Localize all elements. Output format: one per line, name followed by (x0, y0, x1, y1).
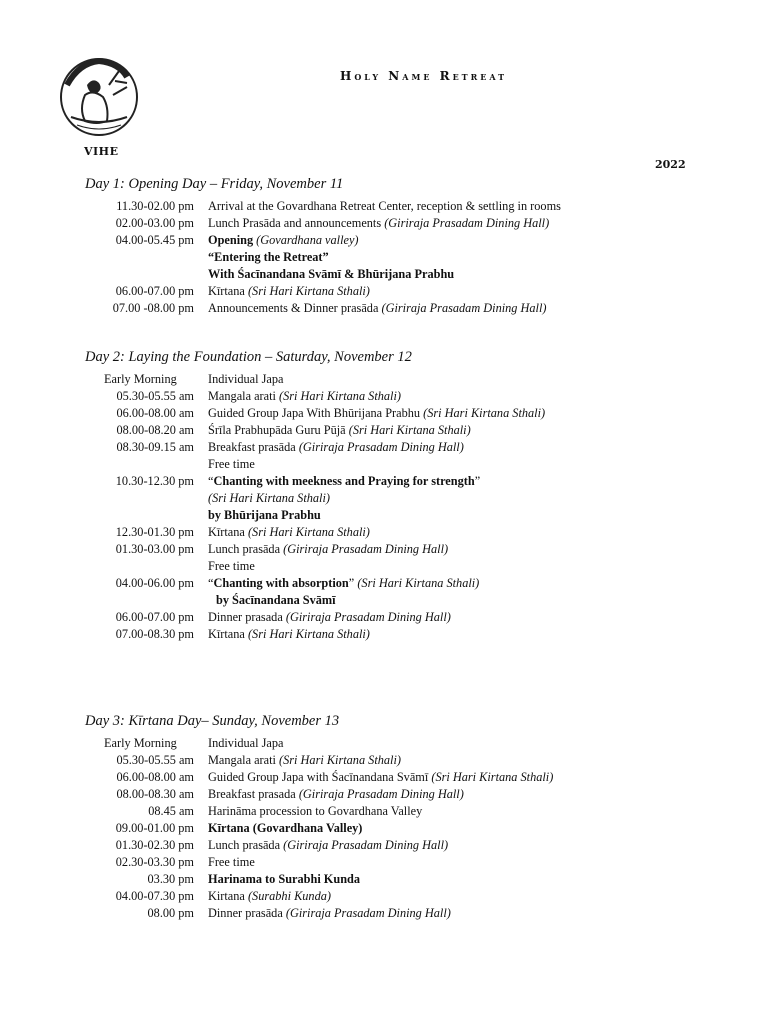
activity: Kīrtana (208, 627, 248, 641)
location: (Sri Hari Kirtana Sthali) (279, 389, 401, 403)
schedule-row (85, 752, 725, 769)
time: Early Morning (104, 736, 177, 750)
location: (Sri Hari Kirtana Sthali) (348, 423, 471, 437)
activity: Harināma procession to Govardhana Valley (208, 804, 423, 818)
schedule-row (85, 558, 725, 575)
location: (Sri Hari Kirtana Sthali) (208, 491, 330, 505)
activity: Guided Group Japa With Bhūrijana Prabhu (208, 406, 424, 420)
schedule-row (85, 490, 725, 507)
activity: Arrival at the Govardhana Retreat Center, reception & settling in rooms (208, 199, 561, 213)
time: 08.00-08.20 am (116, 423, 194, 437)
schedule-row (85, 905, 725, 922)
schedule-row (85, 575, 725, 592)
day-3-section (85, 713, 725, 922)
time: 06.00-07.00 pm (115, 284, 194, 298)
location: (Sri Hari Kirtana Sthali) (423, 406, 546, 420)
location: (Giriraja Prasadam Dining Hall) (285, 906, 451, 920)
time: 06.00-08.00 am (116, 770, 194, 784)
document-year: 2022 (655, 158, 686, 171)
day-heading: Day 3: Kīrtana Day– Sunday, November 13 (85, 713, 340, 729)
schedule-row (85, 871, 725, 888)
activity: Free time (208, 457, 255, 471)
schedule-row (85, 837, 725, 854)
time: 02.30-03.30 pm (115, 855, 194, 869)
schedule-row (85, 854, 725, 871)
time: 05.30-05.55 am (116, 753, 194, 767)
schedule-row (85, 232, 725, 249)
location: (Giriraja Prasadam Dining Hall) (298, 440, 464, 454)
time: 09.00-01.00 pm (115, 821, 194, 835)
activity: Free time (208, 559, 255, 573)
schedule-row (85, 803, 725, 820)
time: 11.30-02.00 pm (116, 199, 194, 213)
schedule-row (85, 769, 725, 786)
time: 10.30-12.30 pm (115, 474, 194, 488)
time: 02.00-03.00 pm (115, 216, 194, 230)
location: (Giriraja Prasadam Dining Hall) (283, 838, 449, 852)
logo-illustration-icon (57, 55, 141, 145)
time: 05.30-05.55 am (116, 389, 194, 403)
activity: Breakfast prasāda (208, 440, 299, 454)
schedule-row (85, 371, 725, 388)
activity: Dinner prasada (208, 610, 286, 624)
location: (Sri Hari Kirtana Sthali) (247, 525, 370, 539)
schedule-row (85, 422, 725, 439)
activity: Śrīla Prabhupāda Guru Pūjā (208, 423, 349, 437)
time: 08.00 pm (147, 906, 194, 920)
quote-open: “ (208, 474, 214, 488)
schedule-row (85, 609, 725, 626)
schedule-row (85, 439, 725, 456)
time: 08.00-08.30 am (116, 787, 194, 801)
activity: Chanting with absorption (213, 576, 349, 590)
activity: Kirtana (208, 889, 248, 903)
time: 01.30-02.30 pm (115, 838, 194, 852)
day-2-section (85, 349, 725, 643)
location: (Giriraja Prasadam Dining Hall) (285, 610, 451, 624)
activity: Announcements & Dinner prasāda (208, 301, 382, 315)
schedule-row (85, 388, 725, 405)
location: (Giriraja Prasadam Dining Hall) (283, 542, 449, 556)
document-title: Holy Name Retreat (340, 69, 508, 83)
activity: Mangala arati (208, 389, 280, 403)
activity: Chanting with meekness and Praying for strength (213, 474, 475, 488)
schedule-row (85, 215, 725, 232)
schedule-row (85, 786, 725, 803)
logo-text: VIHE (84, 145, 119, 158)
schedule-row (85, 524, 725, 541)
schedule-row (85, 283, 725, 300)
schedule-row (85, 541, 725, 558)
vihe-logo (57, 55, 141, 159)
schedule-row (85, 507, 725, 524)
time: 07.00 -08.00 pm (112, 301, 194, 315)
time: 03.30 pm (147, 872, 194, 886)
time: 06.00-07.00 pm (115, 610, 194, 624)
activity: Dinner prasāda (208, 906, 286, 920)
schedule-row (85, 249, 725, 266)
activity: Lunch prasāda (208, 838, 284, 852)
activity: With Śacīnandana Svāmī & Bhūrijana Prabhu (208, 267, 455, 281)
schedule-row (85, 300, 725, 317)
schedule-row (85, 735, 725, 752)
location: (Surabhi Kunda) (247, 889, 331, 903)
location: (Sri Hari Kirtana Sthali) (247, 627, 370, 641)
location: (Sri Hari Kirtana Sthali) (279, 753, 401, 767)
activity: Lunch Prasāda and announcements (208, 216, 385, 230)
schedule-row (85, 820, 725, 837)
activity: by Śacīnandana Svāmī (216, 593, 336, 607)
schedule-row (85, 888, 725, 905)
time: Early Morning (104, 372, 177, 386)
activity: Free time (208, 855, 255, 869)
location: (Sri Hari Kirtana Sthali) (431, 770, 554, 784)
schedule-row (85, 456, 725, 473)
time: 08.45 am (148, 804, 194, 818)
time: 07.00-08.30 pm (115, 627, 194, 641)
location: (Giriraja Prasadam Dining Hall) (298, 787, 464, 801)
day-heading: Day 1: Opening Day – Friday, November 11 (85, 176, 344, 192)
activity: Lunch prasāda (208, 542, 284, 556)
schedule-row (85, 626, 725, 643)
day-heading: Day 2: Laying the Foundation – Saturday, November 12 (85, 349, 412, 365)
schedule-row (85, 592, 725, 609)
location: (Govardhana valley) (253, 233, 359, 247)
activity: “Entering the Retreat” (208, 250, 329, 264)
activity: Kīrtana (208, 284, 248, 298)
activity: Individual Japa (208, 372, 284, 386)
activity: Mangala arati (208, 753, 280, 767)
time: 06.00-08.00 am (116, 406, 194, 420)
quote-close: ” (474, 474, 481, 488)
schedule-row (85, 405, 725, 422)
schedule-row (85, 266, 725, 283)
activity: Guided Group Japa with Śacīnandana Svāmī (208, 770, 432, 784)
location: (Giriraja Prasadam Dining Hall) (384, 216, 550, 230)
quote-open: “ (208, 576, 214, 590)
activity: Kīrtana (Govardhana Valley) (208, 821, 363, 835)
activity: Individual Japa (208, 736, 284, 750)
schedule-row (85, 473, 725, 490)
schedule-row (85, 198, 725, 215)
time: 04.00-06.00 pm (115, 576, 194, 590)
activity: Opening (208, 233, 254, 247)
activity: Harinama to Surabhi Kunda (208, 872, 361, 886)
time: 01.30-03.00 pm (115, 542, 194, 556)
day-1-section (85, 176, 725, 317)
location: (Sri Hari Kirtana Sthali) (247, 284, 370, 298)
quote-close: ” (348, 576, 358, 590)
time: 04.00-07.30 pm (115, 889, 194, 903)
location: (Sri Hari Kirtana Sthali) (357, 576, 480, 590)
time: 04.00-05.45 pm (115, 233, 194, 247)
activity: Kīrtana (208, 525, 248, 539)
location: (Giriraja Prasadam Dining Hall) (381, 301, 547, 315)
activity: by Bhūrijana Prabhu (208, 508, 321, 522)
time: 08.30-09.15 am (116, 440, 194, 454)
time: 12.30-01.30 pm (115, 525, 194, 539)
activity: Breakfast prasada (208, 787, 299, 801)
